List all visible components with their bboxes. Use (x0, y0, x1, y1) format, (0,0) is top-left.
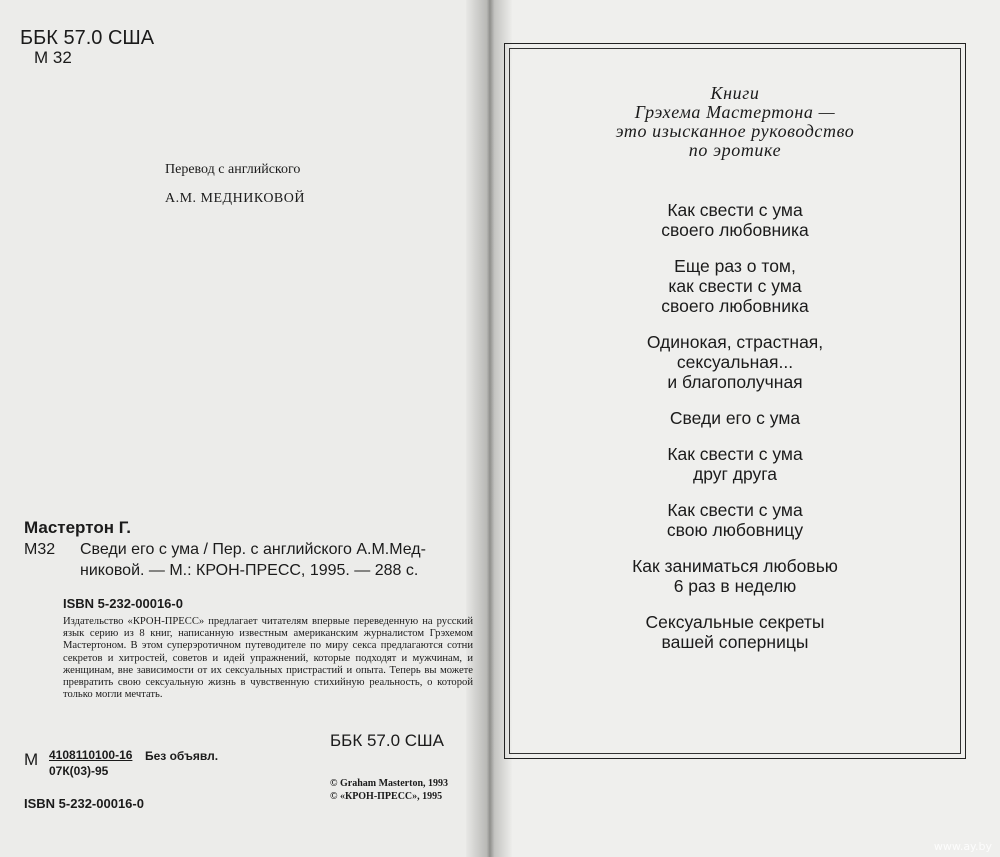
copyright-author: © Graham Masterton, 1993 (330, 778, 449, 789)
title-line: и благополучная (667, 372, 803, 392)
series-header-line: Грэхема Мастертона — (634, 102, 836, 122)
bbk-code-top: ББК 57.0 США (20, 27, 155, 49)
isbn-lower: ISBN 5-232-00016-0 (24, 796, 144, 811)
title-line: Как заниматься любовью (632, 556, 838, 576)
series-title-item (509, 200, 961, 240)
series-header-line: по эротике (688, 140, 782, 160)
series-title-item (509, 500, 961, 540)
title-line: сексуальная... (676, 352, 794, 372)
title-line: Еще раз о том, (674, 256, 796, 276)
series-title-item (509, 612, 961, 652)
title-line: друг друга (693, 464, 777, 484)
title-line: как свести с ума (668, 276, 802, 296)
series-title-list (509, 200, 961, 668)
title-line: вашей соперницы (661, 632, 809, 652)
translator-name: А.М. МЕДНИКОВОЙ (165, 191, 305, 206)
series-title-item (509, 556, 961, 596)
series-header-line: Книги (710, 83, 760, 103)
title-line: своего любовника (661, 296, 809, 316)
series-title-item (509, 332, 961, 392)
title-line: Сексуальные секреты (645, 612, 825, 632)
title-line: Как свести с ума (667, 444, 803, 464)
copyright-publisher: © «КРОН-ПРЕСС», 1995 (330, 791, 443, 802)
site-watermark: www.ay.by (933, 840, 992, 853)
title-line: 6 раз в неделю (673, 576, 797, 596)
title-line: своего любовника (661, 220, 809, 240)
index-code-line-2: 07К(03)-95 (49, 764, 109, 778)
index-code-line-1: 4108110100-16 (49, 748, 133, 762)
series-header (509, 84, 961, 160)
translated-from: Перевод с английского (165, 162, 301, 177)
series-title-item (509, 444, 961, 484)
title-line: Сведи его с ума (669, 408, 801, 428)
series-header-line: это изысканное руководство (615, 121, 855, 141)
title-line: свою любовницу (666, 520, 804, 540)
title-line: Одинокая, страстная, (646, 332, 824, 352)
bibliographic-line-2: никовой. — М.: КРОН-ПРЕСС, 1995. — 288 с. (80, 562, 419, 579)
bbk-code-bottom: ББК 57.0 США (330, 731, 444, 750)
title-line: Как свести с ума (667, 500, 803, 520)
left-page (0, 0, 480, 857)
card-code: М32 (24, 541, 56, 558)
annotation-paragraph: Издательство «КРОН-ПРЕСС» предлагает читателям впервые переведенную на русский язык серию из 8 книг, написанную известным американским журналистом Грэхемом Мастертоном. В этом суперэротичном путеводителе по миру секса предлагаются сотни секретов и хитростей, советов и идей упражнений, которые подходят и мужчинам, и женщинам, вне зависимости от их сексуальных пристрастий и опыта. Теперь вы можете превратить свою сексуальную жизнь в чувственную стихийную реальность, о которой только могли мечтать. (63, 616, 473, 701)
isbn-upper: ISBN 5-232-00016-0 (63, 596, 183, 611)
title-line: Как свести с ума (667, 200, 803, 220)
no-price-note: Без объявл. (145, 749, 219, 763)
series-title-item (509, 256, 961, 316)
bibliographic-line-1: Сведи его с ума / Пер. с английского А.М.Мед- (80, 541, 426, 558)
index-letter: М (24, 750, 39, 769)
author-name: Мастертон Г. (24, 518, 131, 537)
author-code-top: М 32 (34, 48, 72, 67)
series-title-item (509, 408, 961, 428)
